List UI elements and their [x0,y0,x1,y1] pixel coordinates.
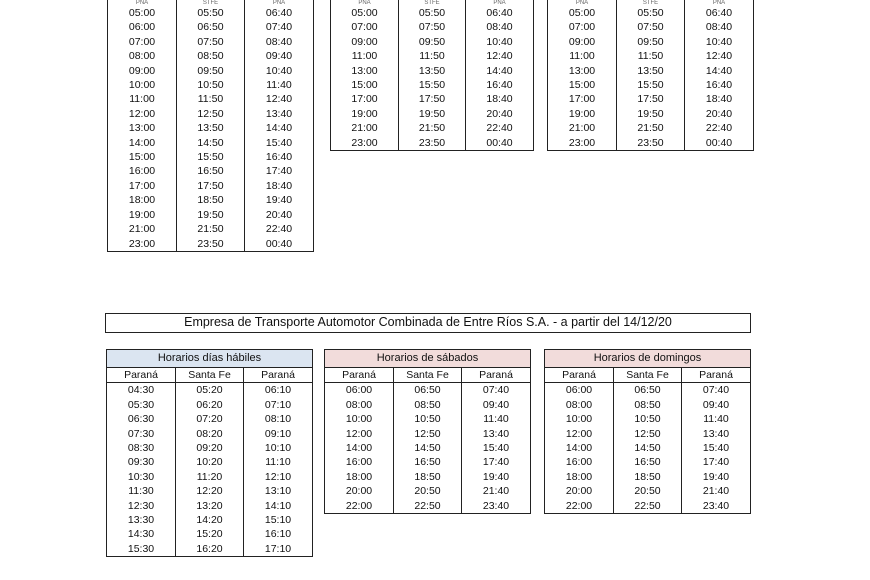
time-cell: 19:50 [399,107,466,121]
time-cell: 05:00 [108,6,177,20]
time-cell: 17:50 [177,179,245,193]
table-row [107,455,313,469]
time-cell: 17:50 [617,92,685,106]
weekday-title: Horarios días hábiles [107,350,313,368]
time-cell: 11:00 [331,49,399,63]
time-cell: 14:00 [325,441,394,455]
table-row [108,237,314,252]
col-parana: Paraná [325,368,394,383]
table-row [548,64,754,78]
time-cell: 07:40 [462,383,531,398]
time-cell: 22:00 [325,499,394,514]
time-cell: 20:00 [325,484,394,498]
time-cell: 19:50 [177,208,245,222]
time-cell: 21:50 [617,121,685,135]
time-cell: 10:00 [545,412,614,426]
time-cell: 13:00 [331,64,399,78]
time-cell: 12:50 [177,107,245,121]
time-cell: 19:40 [245,193,314,207]
time-cell: 15:00 [108,150,177,164]
time-cell: 07:50 [617,20,685,34]
table-row [325,412,531,426]
time-cell: 13:40 [682,427,751,441]
time-cell: 14:00 [108,136,177,150]
table-row [325,441,531,455]
table-row [331,107,534,121]
time-cell: 15:10 [244,513,313,527]
time-cell: 18:00 [545,470,614,484]
table-row [548,20,754,34]
time-cell: 06:20 [176,398,244,412]
table-row [108,208,314,222]
time-cell: 16:50 [614,455,682,469]
time-cell: 17:10 [244,542,313,557]
table-row [325,455,531,469]
time-cell: 13:00 [108,121,177,135]
table-row [548,6,754,20]
time-cell: 05:00 [548,6,617,20]
table-row [545,383,751,398]
time-cell: 10:30 [107,470,176,484]
time-cell: 09:00 [108,64,177,78]
time-cell: 10:40 [245,64,314,78]
time-cell: 12:20 [176,484,244,498]
table-row [107,484,313,498]
table-row [325,398,531,412]
table-row [107,427,313,441]
time-cell: 06:40 [685,6,754,20]
time-cell: 12:50 [394,427,462,441]
table-row [325,499,531,514]
time-cell: 00:40 [685,136,754,151]
time-cell: 15:50 [177,150,245,164]
table-row [545,427,751,441]
time-cell: 07:00 [108,35,177,49]
table-row [331,121,534,135]
time-cell: 00:40 [466,136,534,151]
time-cell: 23:50 [617,136,685,151]
time-cell: 17:40 [245,164,314,178]
time-cell: 12:00 [108,107,177,121]
time-cell: 11:00 [548,49,617,63]
time-cell: 22:40 [685,121,754,135]
time-cell: 15:40 [462,441,531,455]
time-cell: 05:30 [107,398,176,412]
time-cell: 19:50 [617,107,685,121]
time-cell: 17:00 [108,179,177,193]
time-cell: 20:40 [685,107,754,121]
time-cell: 21:40 [682,484,751,498]
time-cell: 08:20 [176,427,244,441]
col-santa-fe: Santa Fe [394,368,462,383]
time-cell: 06:40 [245,6,314,20]
time-cell: 09:40 [682,398,751,412]
time-cell: 23:00 [108,237,177,252]
cut-header-cell: PNÁ [685,0,754,6]
time-cell: 19:40 [682,470,751,484]
saturday-timetable [324,349,531,514]
table-row [108,92,314,106]
time-cell: 15:30 [107,542,176,557]
time-cell: 00:40 [245,237,314,252]
company-banner: Empresa de Transporte Automotor Combinada de Entre Ríos S.A. - a partir del 14/12/20 [105,313,751,333]
table-row [545,398,751,412]
time-cell: 15:00 [331,78,399,92]
cut-header-cell: STFE [617,0,685,6]
time-cell: 06:10 [244,383,313,398]
cut-header-cell: PNÁ [331,0,399,6]
time-cell: 11:40 [682,412,751,426]
table-row [331,78,534,92]
table-row [325,484,531,498]
time-cell: 18:40 [245,179,314,193]
table-row [108,164,314,178]
time-cell: 07:00 [548,20,617,34]
time-cell: 05:50 [617,6,685,20]
time-cell: 15:50 [399,78,466,92]
time-cell: 16:40 [685,78,754,92]
table-row [108,150,314,164]
table-row [545,455,751,469]
saturday-title: Horarios de sábados [325,350,531,368]
time-cell: 11:10 [244,455,313,469]
sunday-timetable [544,349,751,514]
time-cell: 06:50 [394,383,462,398]
table-row [331,20,534,34]
time-cell: 13:20 [176,499,244,513]
table-row [108,107,314,121]
time-cell: 15:50 [617,78,685,92]
time-cell: 09:00 [548,35,617,49]
time-cell: 21:50 [177,222,245,236]
cut-header-cell: PNÁ [108,0,177,6]
table-row [108,179,314,193]
time-cell: 12:40 [466,49,534,63]
table-row [108,222,314,236]
time-cell: 22:50 [394,499,462,514]
time-cell: 15:20 [176,527,244,541]
time-cell: 14:40 [685,64,754,78]
time-cell: 17:40 [462,455,531,469]
time-cell: 11:30 [107,484,176,498]
top-sunday-timetable [547,0,754,151]
time-cell: 12:50 [614,427,682,441]
time-cell: 07:20 [176,412,244,426]
time-cell: 18:40 [466,92,534,106]
time-cell: 22:50 [614,499,682,514]
time-cell: 13:30 [107,513,176,527]
table-row [331,35,534,49]
time-cell: 07:10 [244,398,313,412]
time-cell: 08:40 [685,20,754,34]
cut-header-cell: STFE [399,0,466,6]
time-cell: 12:00 [545,427,614,441]
table-row [107,499,313,513]
time-cell: 18:50 [614,470,682,484]
time-cell: 18:00 [325,470,394,484]
table-row [545,470,751,484]
time-cell: 08:40 [245,35,314,49]
time-cell: 08:40 [466,20,534,34]
table-row [108,121,314,135]
table-row [331,136,534,151]
table-row [107,398,313,412]
time-cell: 09:40 [462,398,531,412]
time-cell: 10:10 [244,441,313,455]
table-row [107,383,313,398]
table-row [545,499,751,514]
table-row [107,412,313,426]
table-row [548,121,754,135]
time-cell: 07:00 [331,20,399,34]
time-cell: 16:20 [176,542,244,557]
time-cell: 14:50 [177,136,245,150]
cut-header-cell: PNÁ [548,0,617,6]
time-cell: 05:00 [331,6,399,20]
time-cell: 14:40 [245,121,314,135]
table-row [108,49,314,63]
time-cell: 21:00 [331,121,399,135]
time-cell: 21:50 [399,121,466,135]
time-cell: 23:00 [548,136,617,151]
table-row [107,527,313,541]
table-row [548,35,754,49]
time-cell: 17:40 [682,455,751,469]
time-cell: 21:00 [108,222,177,236]
table-row [331,64,534,78]
table-row [545,441,751,455]
time-cell: 22:40 [245,222,314,236]
time-cell: 21:40 [462,484,531,498]
table-row [107,441,313,455]
table-row [325,427,531,441]
table-row [331,49,534,63]
time-cell: 17:00 [331,92,399,106]
time-cell: 16:00 [545,455,614,469]
weekday-timetable [106,349,313,557]
col-parana-return: Paraná [682,368,751,383]
time-cell: 05:20 [176,383,244,398]
top-saturday-timetable [330,0,534,151]
time-cell: 16:10 [244,527,313,541]
time-cell: 06:40 [466,6,534,20]
time-cell: 23:50 [399,136,466,151]
table-row [107,470,313,484]
time-cell: 11:50 [617,49,685,63]
time-cell: 08:50 [177,49,245,63]
col-santa-fe: Santa Fe [176,368,244,383]
time-cell: 19:00 [331,107,399,121]
time-cell: 20:50 [614,484,682,498]
time-cell: 06:00 [108,20,177,34]
time-cell: 20:50 [394,484,462,498]
table-row [108,35,314,49]
col-parana-return: Paraná [462,368,531,383]
time-cell: 19:00 [548,107,617,121]
time-cell: 16:00 [325,455,394,469]
time-cell: 11:20 [176,470,244,484]
table-row [108,6,314,20]
time-cell: 08:50 [394,398,462,412]
time-cell: 13:40 [462,427,531,441]
time-cell: 10:50 [177,78,245,92]
time-cell: 22:40 [466,121,534,135]
table-row [545,484,751,498]
time-cell: 08:00 [108,49,177,63]
col-parana-return: Paraná [244,368,313,383]
time-cell: 11:40 [245,78,314,92]
time-cell: 07:50 [177,35,245,49]
table-row [548,92,754,106]
time-cell: 05:50 [399,6,466,20]
time-cell: 08:00 [325,398,394,412]
table-row [325,383,531,398]
time-cell: 15:40 [682,441,751,455]
time-cell: 11:50 [399,49,466,63]
time-cell: 10:00 [325,412,394,426]
cut-header-cell: STFE [177,0,245,6]
time-cell: 23:40 [682,499,751,514]
sunday-title: Horarios de domingos [545,350,751,368]
table-row [545,412,751,426]
time-cell: 06:50 [177,20,245,34]
time-cell: 13:40 [245,107,314,121]
table-row [548,136,754,151]
time-cell: 08:50 [614,398,682,412]
time-cell: 14:40 [466,64,534,78]
time-cell: 07:50 [399,20,466,34]
time-cell: 16:50 [177,164,245,178]
table-row [548,78,754,92]
time-cell: 20:40 [245,208,314,222]
time-cell: 14:50 [614,441,682,455]
time-cell: 15:40 [245,136,314,150]
time-cell: 20:40 [466,107,534,121]
time-cell: 09:00 [331,35,399,49]
time-cell: 11:40 [462,412,531,426]
time-cell: 09:50 [399,35,466,49]
time-cell: 13:10 [244,484,313,498]
time-cell: 09:40 [245,49,314,63]
cut-header-cell: PNÁ [245,0,314,6]
time-cell: 18:50 [177,193,245,207]
table-row [548,107,754,121]
top-weekday-timetable [107,0,314,252]
time-cell: 13:50 [617,64,685,78]
time-cell: 06:50 [614,383,682,398]
time-cell: 12:10 [244,470,313,484]
time-cell: 08:10 [244,412,313,426]
time-cell: 11:50 [177,92,245,106]
time-cell: 04:30 [107,383,176,398]
time-cell: 16:40 [466,78,534,92]
time-cell: 13:00 [548,64,617,78]
time-cell: 07:40 [245,20,314,34]
time-cell: 18:50 [394,470,462,484]
time-cell: 10:50 [394,412,462,426]
time-cell: 23:50 [177,237,245,252]
table-row [107,542,313,557]
time-cell: 13:50 [399,64,466,78]
time-cell: 09:20 [176,441,244,455]
table-row [548,49,754,63]
time-cell: 14:30 [107,527,176,541]
table-row [331,92,534,106]
time-cell: 10:00 [108,78,177,92]
time-cell: 16:00 [108,164,177,178]
table-row [325,470,531,484]
time-cell: 19:00 [108,208,177,222]
col-parana: Paraná [107,368,176,383]
table-row [107,513,313,527]
table-row [108,20,314,34]
table-row [108,193,314,207]
time-cell: 18:00 [108,193,177,207]
time-cell: 12:00 [325,427,394,441]
time-cell: 11:00 [108,92,177,106]
time-cell: 17:00 [548,92,617,106]
time-cell: 08:00 [545,398,614,412]
time-cell: 09:10 [244,427,313,441]
col-santa-fe: Santa Fe [614,368,682,383]
time-cell: 06:30 [107,412,176,426]
time-cell: 23:40 [462,499,531,514]
table-row [108,78,314,92]
time-cell: 14:20 [176,513,244,527]
time-cell: 17:50 [399,92,466,106]
time-cell: 20:00 [545,484,614,498]
time-cell: 06:00 [325,383,394,398]
time-cell: 07:30 [107,427,176,441]
time-cell: 18:40 [685,92,754,106]
time-cell: 10:40 [685,35,754,49]
time-cell: 14:50 [394,441,462,455]
time-cell: 19:40 [462,470,531,484]
col-parana: Paraná [545,368,614,383]
time-cell: 13:50 [177,121,245,135]
time-cell: 06:00 [545,383,614,398]
time-cell: 14:00 [545,441,614,455]
time-cell: 12:30 [107,499,176,513]
time-cell: 10:20 [176,455,244,469]
time-cell: 09:30 [107,455,176,469]
table-row [331,6,534,20]
time-cell: 15:00 [548,78,617,92]
time-cell: 12:40 [245,92,314,106]
cut-header-cell: PNÁ [466,0,534,6]
time-cell: 05:50 [177,6,245,20]
time-cell: 10:40 [466,35,534,49]
time-cell: 10:50 [614,412,682,426]
time-cell: 12:40 [685,49,754,63]
table-row [108,64,314,78]
table-row [108,136,314,150]
time-cell: 21:00 [548,121,617,135]
time-cell: 23:00 [331,136,399,151]
time-cell: 08:30 [107,441,176,455]
time-cell: 16:40 [245,150,314,164]
time-cell: 16:50 [394,455,462,469]
time-cell: 09:50 [177,64,245,78]
time-cell: 09:50 [617,35,685,49]
time-cell: 22:00 [545,499,614,514]
time-cell: 07:40 [682,383,751,398]
time-cell: 14:10 [244,499,313,513]
